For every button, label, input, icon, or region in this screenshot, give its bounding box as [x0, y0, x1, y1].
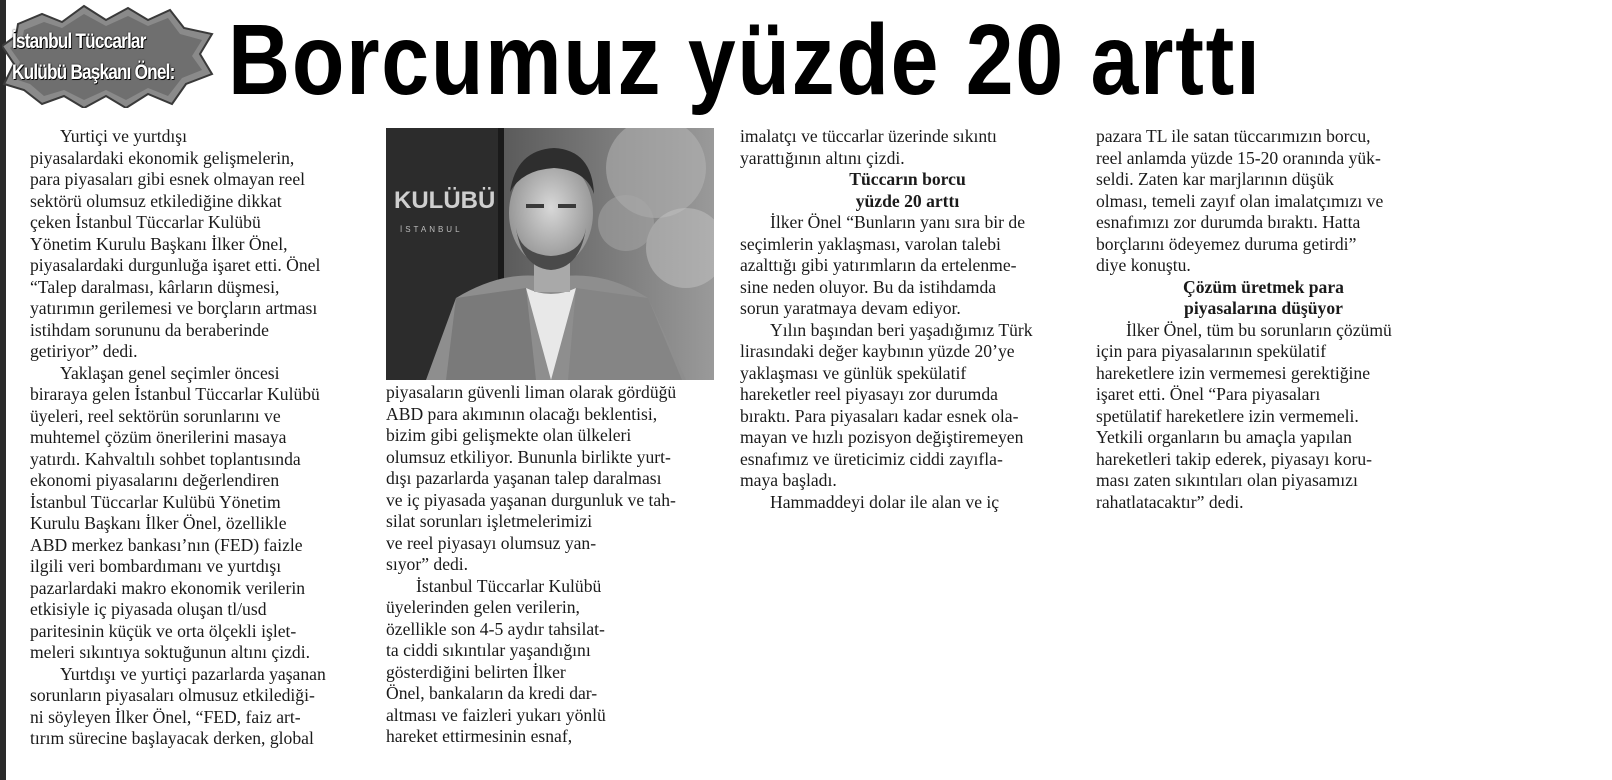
- article-line: hareketler reel piyasayı zor durumda: [740, 384, 998, 404]
- article-line: lirasındaki değer kaybının yüzde 20’ye: [740, 341, 1015, 361]
- article-line: Kurulu Başkanı İlker Önel, özellikle: [30, 513, 287, 533]
- article-line: yatırımın gerilemesi ve borçların artması: [30, 298, 318, 318]
- article-line: paritesinin küçük ve orta ölçekli işlet-: [30, 620, 297, 641]
- article-line: ta ciddi sıkıntılar yaşandığını: [386, 640, 591, 660]
- column-1: [30, 126, 370, 750]
- portrait-illustration: [386, 128, 714, 380]
- article-line: ekonomi piyasalarını değerlendiren: [30, 470, 280, 490]
- subheading-line: Tüccarın borcu: [849, 169, 966, 189]
- article-line: altması ve faizleri yukarı yönlü: [386, 704, 606, 725]
- article-line: azalttığı gibi yatırımların da ertelenme-: [740, 255, 1017, 275]
- article-line: silat sorunları işletmelerimizi: [386, 511, 593, 531]
- article-line: seçimlerin yaklaşması, varolan talebi: [740, 233, 1001, 254]
- article-line: bıraktı. Para piyasaları kadar esnek ola-: [740, 405, 1019, 426]
- article-line: ve iç piyasada yaşanan durgunluk ve tah-: [386, 489, 676, 510]
- article-line: para piyasaları gibi esnek olmayan reel: [30, 169, 306, 189]
- sign-subtext: İSTANBUL: [400, 225, 463, 234]
- sign-text: KULÜBÜ: [394, 187, 496, 214]
- article-line: üyeleri, reel sektörün sorunlarını ve: [30, 405, 281, 426]
- article-line: muhtemel çözüm önerilerini masaya: [30, 427, 287, 447]
- column-3: [740, 126, 1075, 513]
- article-line: üyelerinden gelen verilerin,: [386, 597, 580, 617]
- subheading-line: Çözüm üretmek para: [1183, 276, 1344, 297]
- article-line: yatırdı. Kahvaltılı sohbet toplantısında: [30, 448, 301, 469]
- article-line: yaklaşması ve günlük spekülatif: [740, 362, 967, 383]
- article-line: imalatçı ve tüccarlar üzerinde sıkıntı: [740, 126, 997, 146]
- subheading-line: yüzde 20 arttı: [855, 190, 960, 211]
- article-line: mayan ve hızlı pozisyon değiştiremeyen: [740, 427, 1024, 447]
- article-line: getiriyor” dedi.: [30, 341, 138, 361]
- article-line: piyasalardaki ekonomik gelişmelerin,: [30, 147, 295, 168]
- article-line: ni söyleyen İlker Önel, “FED, faiz art-: [30, 706, 301, 727]
- article-line: sorunların piyasaları olmusuz etkilediği-: [30, 685, 315, 705]
- article-line: özellikle son 4-5 aydır tahsilat-: [386, 618, 605, 639]
- article-line: esnafımız ve üreticimiz ciddi zayıfla-: [740, 448, 1003, 469]
- article-line: çeken İstanbul Tüccarlar Kulübü: [30, 212, 261, 232]
- article-line: İstanbul Tüccarlar Kulübü: [416, 575, 602, 596]
- column-4: [1096, 126, 1431, 513]
- article-line: olması, temeli zayıf olan imalatçımızı ve: [1096, 190, 1384, 211]
- article-line: Hammaddeyi dolar ile alan ve iç: [770, 491, 1000, 512]
- article-line: “Talep daralması, kârların düşmesi,: [30, 276, 280, 297]
- article-line: yarattığının altını çizdi.: [740, 147, 905, 168]
- article-line: ABD merkez bankası’nın (FED) faizle: [30, 534, 303, 555]
- article-line: hareket ettirmesinin esnaf,: [386, 726, 573, 746]
- article-line: ması zaten sıkıntıları olan piyasamızı: [1096, 470, 1358, 490]
- article-line: ve reel piyasayı olumsuz yan-: [386, 532, 597, 553]
- headline: Borcumuz yüzde 20 arttı: [228, 4, 1262, 116]
- article-line: işaret etti. Önel “Para piyasaları: [1096, 384, 1321, 404]
- left-margin-rule: [0, 0, 6, 780]
- article-line: etkisiyle iç piyasada oluşan tl/usd: [30, 599, 267, 619]
- article-line: rahatlatacaktır” dedi.: [1096, 491, 1244, 512]
- article-line: olumsuz etkiliyor. Bununla birlikte yurt-: [386, 446, 671, 467]
- portrait-photo: [386, 128, 714, 380]
- kicker-line-1: İstanbul Tüccarlar: [12, 30, 146, 53]
- article-line: Yetkili organların bu amaçla yapılan: [1096, 427, 1352, 447]
- article-line: İlker Önel “Bunların yanı sıra bir de: [770, 212, 1026, 232]
- kicker-line-2: Kulübü Başkanı Önel:: [12, 61, 175, 84]
- article-line: borçlarını ödeyemez duruma getirdi”: [1096, 233, 1357, 254]
- article-line: esnafımızı zor durumda bıraktı. Hatta: [1096, 212, 1361, 232]
- article-line: pazara TL ile satan tüccarımızın borcu,: [1096, 126, 1371, 146]
- article-line: İlker Önel, tüm bu sorunların çözümü: [1126, 319, 1392, 340]
- article-line: istihdam sorununu da beraberinde: [30, 319, 269, 340]
- article-line: Yılın başından beri yaşadığımız Türk: [770, 319, 1033, 340]
- article-line: reel anlamda yüzde 15-20 oranında yük-: [1096, 147, 1381, 168]
- article-line: piyasalardaki durgunluğa işaret etti. Önel: [30, 255, 321, 275]
- article-line: İstanbul Tüccarlar Kulübü Yönetim: [30, 491, 281, 512]
- kicker-badge: [2, 4, 214, 108]
- column-2: [386, 382, 726, 748]
- article-line: bizim gibi gelişmekte olan ülkeleri: [386, 425, 632, 445]
- article-line: Önel, bankaların da kredi dar-: [386, 683, 598, 703]
- article-line: sorun yaratmaya devam ediyor.: [740, 298, 961, 318]
- article-line: meleri sıkıntıya soktuğunun altını çizdi.: [30, 642, 310, 662]
- article-line: Yurtdışı ve yurtiçi pazarlarda yaşanan: [60, 663, 326, 684]
- kicker-text: [12, 26, 176, 88]
- article-line: ilgili veri bombardımanı ve yurtdışı: [30, 556, 282, 576]
- article-line: ABD para akımının olacağı beklentisi,: [386, 403, 658, 424]
- article-line: Yurtiçi ve yurtdışı: [60, 126, 188, 146]
- article-line: Yönetim Kurulu Başkanı İlker Önel,: [30, 233, 288, 254]
- article-line: maya başladı.: [740, 470, 837, 490]
- article-line: hareketlere izin vermemesi gerektiğine: [1096, 362, 1371, 383]
- article-line: biraraya gelen İstanbul Tüccarlar Kulübü: [30, 384, 320, 404]
- article-line: spetülatif hareketlere izin vermemeli.: [1096, 405, 1359, 426]
- article-line: diye konuştu.: [1096, 255, 1191, 275]
- article-line: piyasaların güvenli liman olarak gördüğü: [386, 382, 677, 402]
- article-line: hareketleri takip ederek, piyasayı koru-: [1096, 448, 1373, 469]
- article-line: sine neden oluyor. Bu da istihdamda: [740, 276, 997, 297]
- article-line: Yaklaşan genel seçimler öncesi: [60, 362, 280, 383]
- article-line: sektörü olumsuz etkilediğine dikkat: [30, 190, 282, 211]
- article-line: sıyor” dedi.: [386, 554, 469, 574]
- article-line: gösterdiğini belirten İlker: [386, 661, 566, 682]
- subheading-line: piyasalarına düşüyor: [1184, 298, 1343, 318]
- article-line: tırım sürecine başlayacak derken, global: [30, 728, 314, 748]
- article-line: seldi. Zaten kar marjlarının düşük: [1096, 169, 1334, 189]
- article-line: için para piyasalarının spekülatif: [1096, 341, 1327, 361]
- article-line: dışı pazarlarda yaşanan talep daralması: [386, 468, 662, 488]
- article-line: pazarlardaki makro ekonomik verilerin: [30, 577, 306, 598]
